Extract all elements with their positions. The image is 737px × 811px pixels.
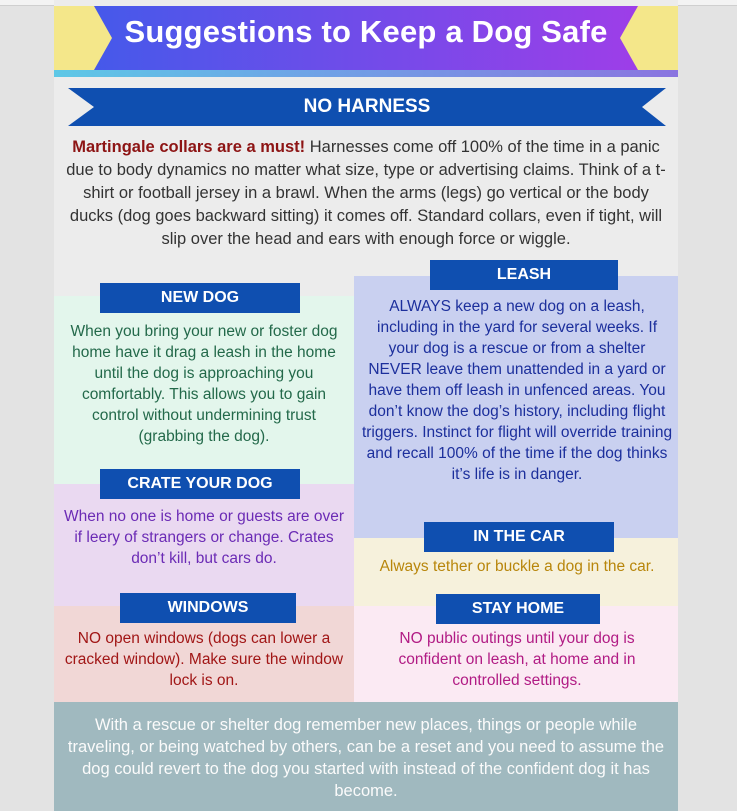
title-banner [54, 6, 678, 78]
car-heading: IN THE CAR [424, 522, 614, 552]
leash-text: ALWAYS keep a new dog on a leash, including in the yard for several weeks. If your dog is a rescue or from a shelter NEVER leave them unattended in a yard or have them off leash in unfenced areas. You don’t know the dog’s history, including flight triggers. Instinct for flight will override training and recall 100% of the time if the dog thinks it’s life is in danger. [361, 298, 673, 483]
windows-text: NO open windows (dogs can lower a cracked window). Make sure the window lock is on. [64, 630, 344, 689]
new-dog-heading: NEW DOG [100, 283, 300, 313]
stay-home-text: NO public outings until your dog is confident on leash, at home and in controlled settings. [398, 630, 636, 689]
new-dog-text: When you bring your new or foster dog home have it drag a leash in the home until the dog is approaching you comfortably. This allows you to gain control without undermining trust (grabbing the dog). [70, 323, 338, 445]
page-title: Suggestions to Keep a Dog Safe [124, 14, 608, 49]
leash-heading: LEASH [430, 260, 618, 290]
crate-heading: CRATE YOUR DOG [100, 469, 300, 499]
crate-text: When no one is home or guests are over if leery of strangers or change. Crates don’t kill, but cars do. [63, 508, 344, 567]
windows-heading: WINDOWS [120, 593, 296, 623]
stay-home-heading: STAY HOME [436, 594, 600, 624]
no-harness-body: Harnesses come off 100% of the time in a panic due to body dynamics no matter what size, type or advertising claims. Think of a t-shirt or football jersey in a brawl. When the arms (legs) go vertical or the body ducks (dog goes backward sitting) it comes off. Standard collars, even if tight, will slip over the head and ears with enough force or wiggle. [66, 138, 666, 248]
footer-text: With a rescue or shelter dog remember new places, things or people while traveling, or being watched by others, can be a reset and you need to assume the dog could revert to the dog you started with instead of the confident dog it has become. [67, 716, 665, 800]
no-harness-lead: Martingale collars are a must! [72, 138, 306, 156]
no-harness-paragraph [60, 136, 672, 251]
no-harness-heading: NO HARNESS [303, 96, 431, 117]
car-text: Always tether or buckle a dog in the car. [379, 558, 655, 575]
title-underline [54, 70, 678, 77]
